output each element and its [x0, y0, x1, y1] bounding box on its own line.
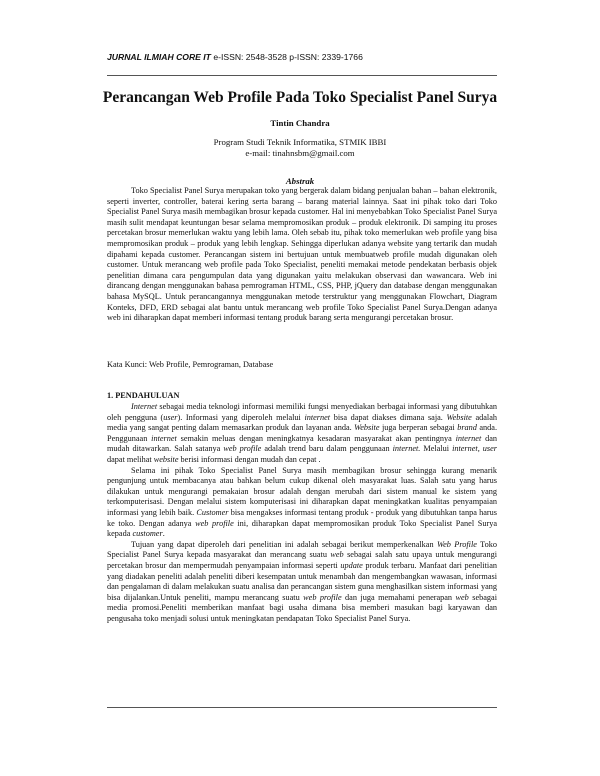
- p1-s4: ). Informasi yang diperoleh melalui: [177, 412, 305, 422]
- author-name: Tintin Chandra: [270, 118, 330, 128]
- p1-s10: juga berperan sebagai: [379, 423, 458, 433]
- p1-s9: Website: [354, 423, 380, 433]
- p3-s7: produk terbaru. Manfaat dari penelitian yang diadakan peneliti adalah peneliti diberi kesempatan untuk menambah dan mengembangkan wawasan, informasi dan pengalaman di dalam melakukan suatu analisa dan perancangan sistem guna menghasilkan sistem informasi yang bisa dijalankan.Untuk peneliti, mampu merancang suatu: [107, 560, 497, 602]
- p1-s3: user: [163, 412, 178, 422]
- p1-s14: semakin meluas dengan meningkatnya kesadaran masyarakat akan pentingnya: [176, 433, 456, 443]
- p3-s1: Tujuan yang dapat diperoleh dari penelitian ini adalah sebagai berikut memperkenalkan: [131, 539, 437, 549]
- footer-divider: [107, 707, 497, 708]
- p1-s18: adalah trend baru dalam penggunaan: [261, 444, 393, 454]
- p1-s15: internet: [455, 433, 482, 443]
- section-heading: 1. PENDAHULUAN: [107, 391, 180, 400]
- abstract-heading: Abstrak: [285, 176, 315, 186]
- paragraph-1: [107, 402, 497, 466]
- p1-s20: Melalui: [420, 444, 453, 454]
- author-affiliation-block: [0, 137, 600, 159]
- p2-s6: customer: [132, 529, 163, 539]
- p1-s2: sebagai media teknologi informasi memiliki fungsi menyediakan berbagai informasi yang dibutuhkan oleh pengguna (: [107, 402, 497, 422]
- p3-s6: update: [340, 560, 363, 570]
- p3-s11: sebagai media promosi.Peneliti memberikan manfaat bagi usaha dimana bisa memberi masukan bagi karyawan dan pengusaha toko menjadi solusi untuk meningkatan pendapatan Toko Specialist Panel Surya.: [107, 592, 497, 623]
- p1-s11: brand: [457, 423, 477, 433]
- p1-s8: adalah media yang sangat penting dalam memasarkan produk dan layanan anda.: [107, 412, 497, 433]
- p3-s9: dan juga memahami penerapan: [341, 592, 456, 602]
- paragraph-3: [107, 540, 497, 625]
- p1-s1: Internet: [131, 402, 158, 411]
- journal-header: [107, 52, 497, 62]
- section-body: [107, 402, 497, 624]
- p1-s24: berisi informasi dengan mudah dan cepat .: [178, 454, 321, 464]
- p3-s3: Toko Specialist Panel Surya kepada masyarakat dan merancang suatu: [107, 539, 497, 560]
- p1-s5: internet: [304, 412, 331, 422]
- p2-s5: ini, diharapkan dapat mempromosikan produk Toko Specialist Panel Surya kepada: [107, 518, 497, 539]
- p3-s10: web: [455, 592, 469, 602]
- keywords: Kata Kunci: Web Profile, Pemrograman, Database: [107, 360, 274, 369]
- p1-s23: website: [153, 454, 179, 464]
- p3-s5: sebagai salah satu upaya untuk mengurangi percetakan brosur dan mempermudah penyampaian informasi seperti: [107, 550, 498, 570]
- paper-title: Perancangan Web Profile Pada Toko Specialist Panel Surya: [102, 89, 498, 106]
- p1-s16: dan mudah ditawarkan. Salah satanya: [107, 433, 497, 454]
- abstract-body: [107, 186, 497, 324]
- p1-s6: bisa dapat diakses dimana saja.: [330, 412, 447, 422]
- p1-s12: anda. Penggunaan: [107, 423, 498, 443]
- p3-s4: web: [330, 550, 344, 560]
- p1-s17: web profile: [223, 444, 262, 454]
- affiliation: Program Studi Teknik Informatika, STMIK IBBI: [213, 137, 387, 147]
- p2-s4: web profile: [195, 518, 234, 528]
- p1-s21: internet, user: [452, 444, 498, 454]
- journal-name: JURNAL ILMIAH CORE IT: [107, 52, 211, 62]
- p2-s2: Customer: [196, 507, 229, 517]
- journal-issn: e-ISSN: 2548-3528 p-ISSN: 2339-1766: [210, 52, 363, 62]
- p1-s13: internet: [151, 433, 177, 443]
- p1-s7: Website: [446, 412, 472, 422]
- author-email: e-mail: tinahnsbm@gmail.com: [245, 148, 355, 158]
- header-divider: [107, 75, 497, 76]
- p1-s22: dapat melihat: [107, 454, 154, 464]
- p3-s8: web profile: [303, 592, 342, 602]
- p2-s3: bisa mengakses informasi tentang produk - produk yang dibutuhkan tanpa harus ke toko. Dengan adanya: [107, 507, 497, 528]
- abstract-text: Toko Specialist Panel Surya merupakan toko yang bergerak dalam bidang penjualan bahan – bahan elektronik, seperti inverter, controller, baterai kering serta barang – barang material lainnya. Saat ini pihak toko dari Toko Specialist Panel Surya masih membagikan brosur kepada customer. Hal ini menyebabkan Toko Specialist Panel Surya masih sulit mendapat keuntungan besar selama mempromosikan produk – produk elektronik. Di samping itu proses percetakan brosur memerlukan waktu yang lebih lama. Oleh sebab itu, pihak toko memerlukan web profile yang bisa mempromosikan produk – produk yang lebih lengkap. Sehingga diperlukan adanya website yang tertarik dan mudah dipahami kepada customer. Perancangan sistem ini bertujuan untuk membuatweb profile mudah digunakan oleh customer. Untuk merancang web profile pada Toko Specialist, peneliti memakai metode pendekatan berbasis objek penelitian dimana cara pengumpulan data yang digunakan yaitu melakukan observasi dan wawancara. Web ini dirancang dengan menggunakan bahasa pemrograman HTML, CSS, PHP, jQuery dan database dengan menggunakan bahasa MySQL. Untuk perancangannya menggunakan metode terstruktur yang menggunakan Flowchart, Diagram Konteks, DFD, ERD sebagai alat bantu untuk merancang web profile Toko Specialist Panel Surya.Dengan adanya web ini diharapkan dapat memberi informasi tentang produk barang serta mengurangi percetakan brosur.: [107, 186, 497, 323]
- p3-s2: Web Profile: [437, 539, 477, 549]
- p1-s19: internet.: [392, 444, 421, 454]
- paragraph-2: [107, 466, 497, 540]
- p2-s1: Selama ini pihak Toko Specialist Panel Surya masih membagikan brosur sehingga kurang menarik pengunjung untuk membacanya atau bahkan belum cukup dikenal oleh masyarakat luas. Salah satu yang harus dilakukan untuk mengurangi pemakaian brosur adalah dengan merubah dari sistem manual ke sistem yang terkomputerisasi. Dengan melalui sistem komputerisasi ini diharapkan dapat meningkatkan kualitas penyampaian informasi yang lebih baik.: [107, 465, 497, 517]
- p2-s7: .: [162, 529, 165, 539]
